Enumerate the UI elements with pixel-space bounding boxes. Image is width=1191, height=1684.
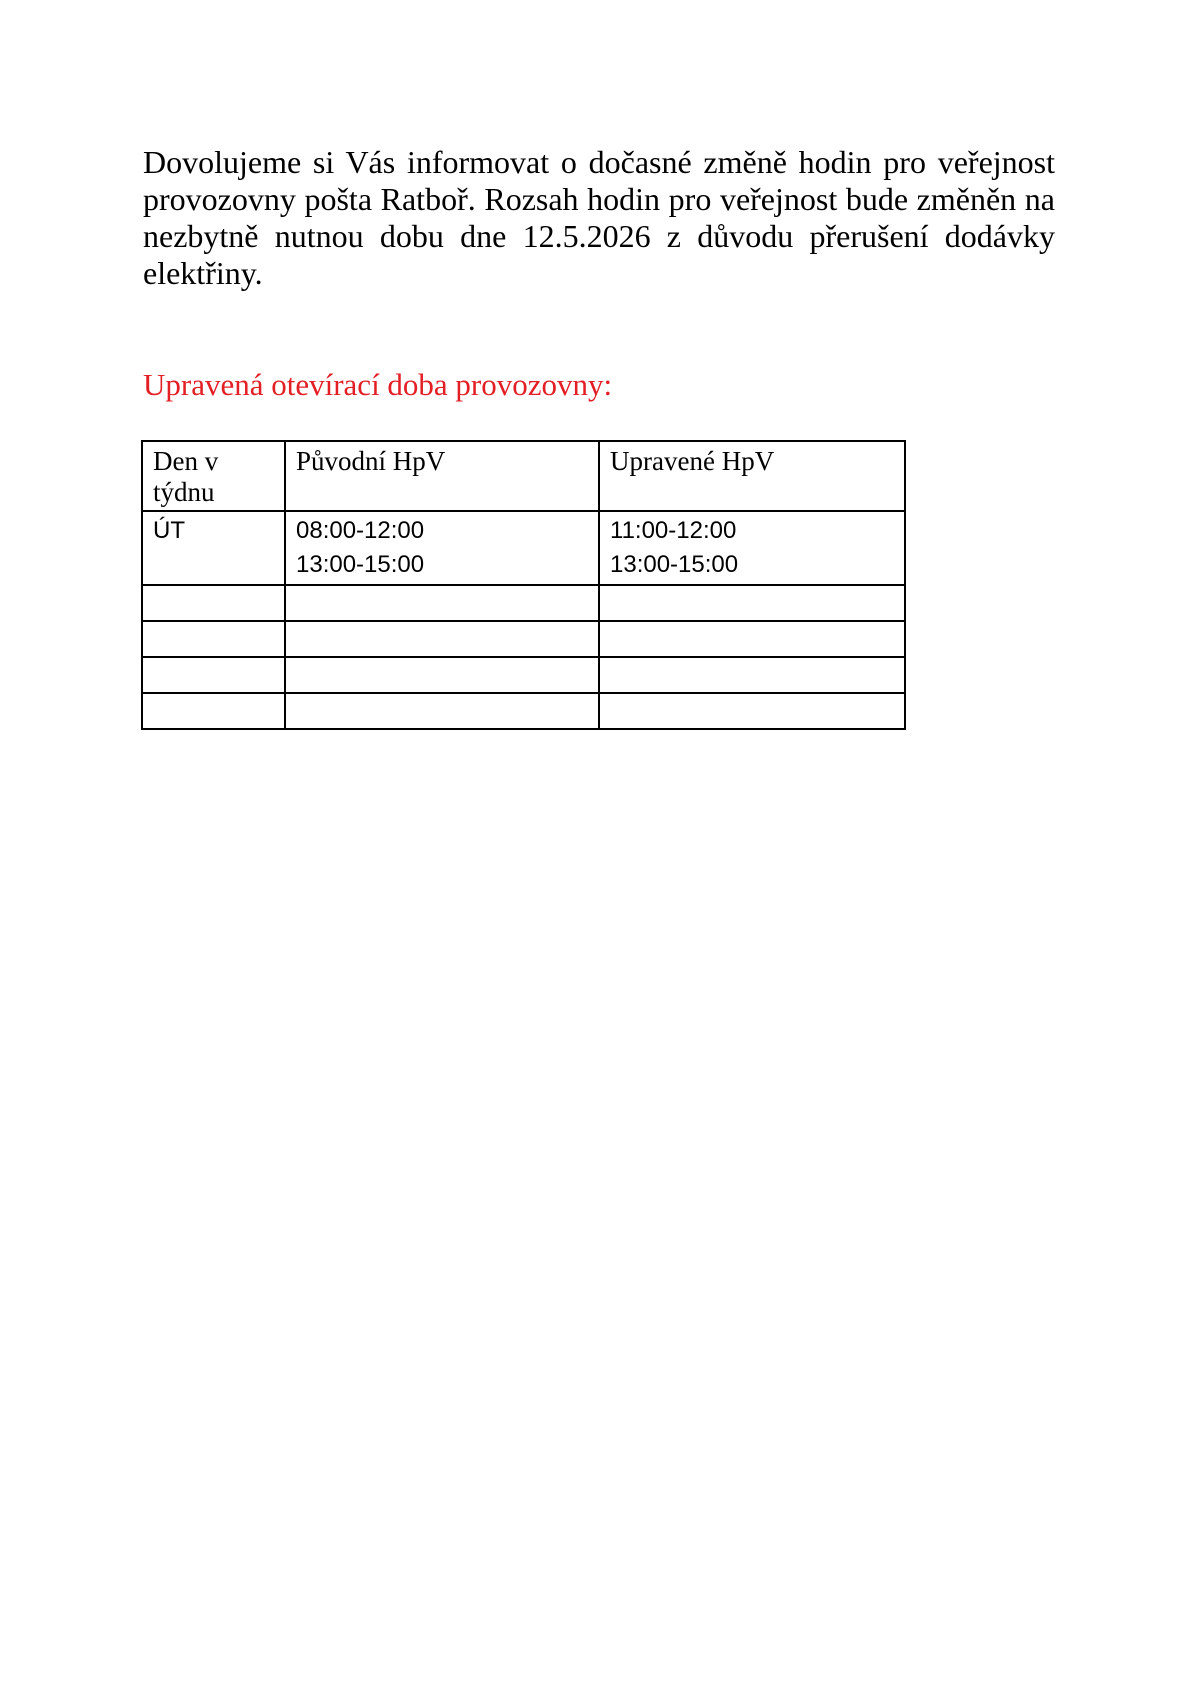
- cell-day: ÚT: [142, 511, 285, 585]
- empty-cell: [142, 693, 285, 729]
- empty-cell: [599, 657, 905, 693]
- empty-table-row: [142, 657, 905, 693]
- empty-cell: [285, 693, 599, 729]
- header-original-hours: Původní HpV: [285, 441, 599, 511]
- empty-cell: [599, 693, 905, 729]
- empty-cell: [142, 657, 285, 693]
- adjusted-hours-morning: 11:00-12:00: [610, 517, 737, 544]
- intro-paragraph: Dovolujeme si Vás informovat o dočasné změně hodin pro veřejnost provozovny pošta Ratboř. Rozsah hodin pro veřejnost bude změněn na nezbytně nutnou dobu dne 12.5.2026 z důvodu přerušení dodávky elektřiny.: [143, 144, 1055, 291]
- opening-hours-table: [141, 440, 906, 730]
- original-hours-afternoon: 13:00-15:00: [296, 551, 425, 578]
- empty-cell: [285, 585, 599, 621]
- empty-table-row: [142, 585, 905, 621]
- original-hours-morning: 08:00-12:00: [296, 517, 425, 544]
- empty-cell: [285, 621, 599, 657]
- adjusted-hours-afternoon: 13:00-15:00: [610, 551, 739, 578]
- empty-cell: [599, 585, 905, 621]
- empty-table-row: [142, 693, 905, 729]
- empty-cell: [142, 621, 285, 657]
- empty-cell: [285, 657, 599, 693]
- cell-original-hours: [285, 511, 599, 585]
- empty-cell: [599, 621, 905, 657]
- table-header-row: [142, 441, 905, 511]
- empty-table-row: [142, 621, 905, 657]
- empty-cell: [142, 585, 285, 621]
- opening-hours-heading: Upravená otevírací doba provozovny:: [143, 367, 613, 402]
- table-row: [142, 511, 905, 585]
- header-adjusted-hours: Upravené HpV: [599, 441, 905, 511]
- header-day: Den v týdnu: [142, 441, 285, 511]
- cell-adjusted-hours: [599, 511, 905, 585]
